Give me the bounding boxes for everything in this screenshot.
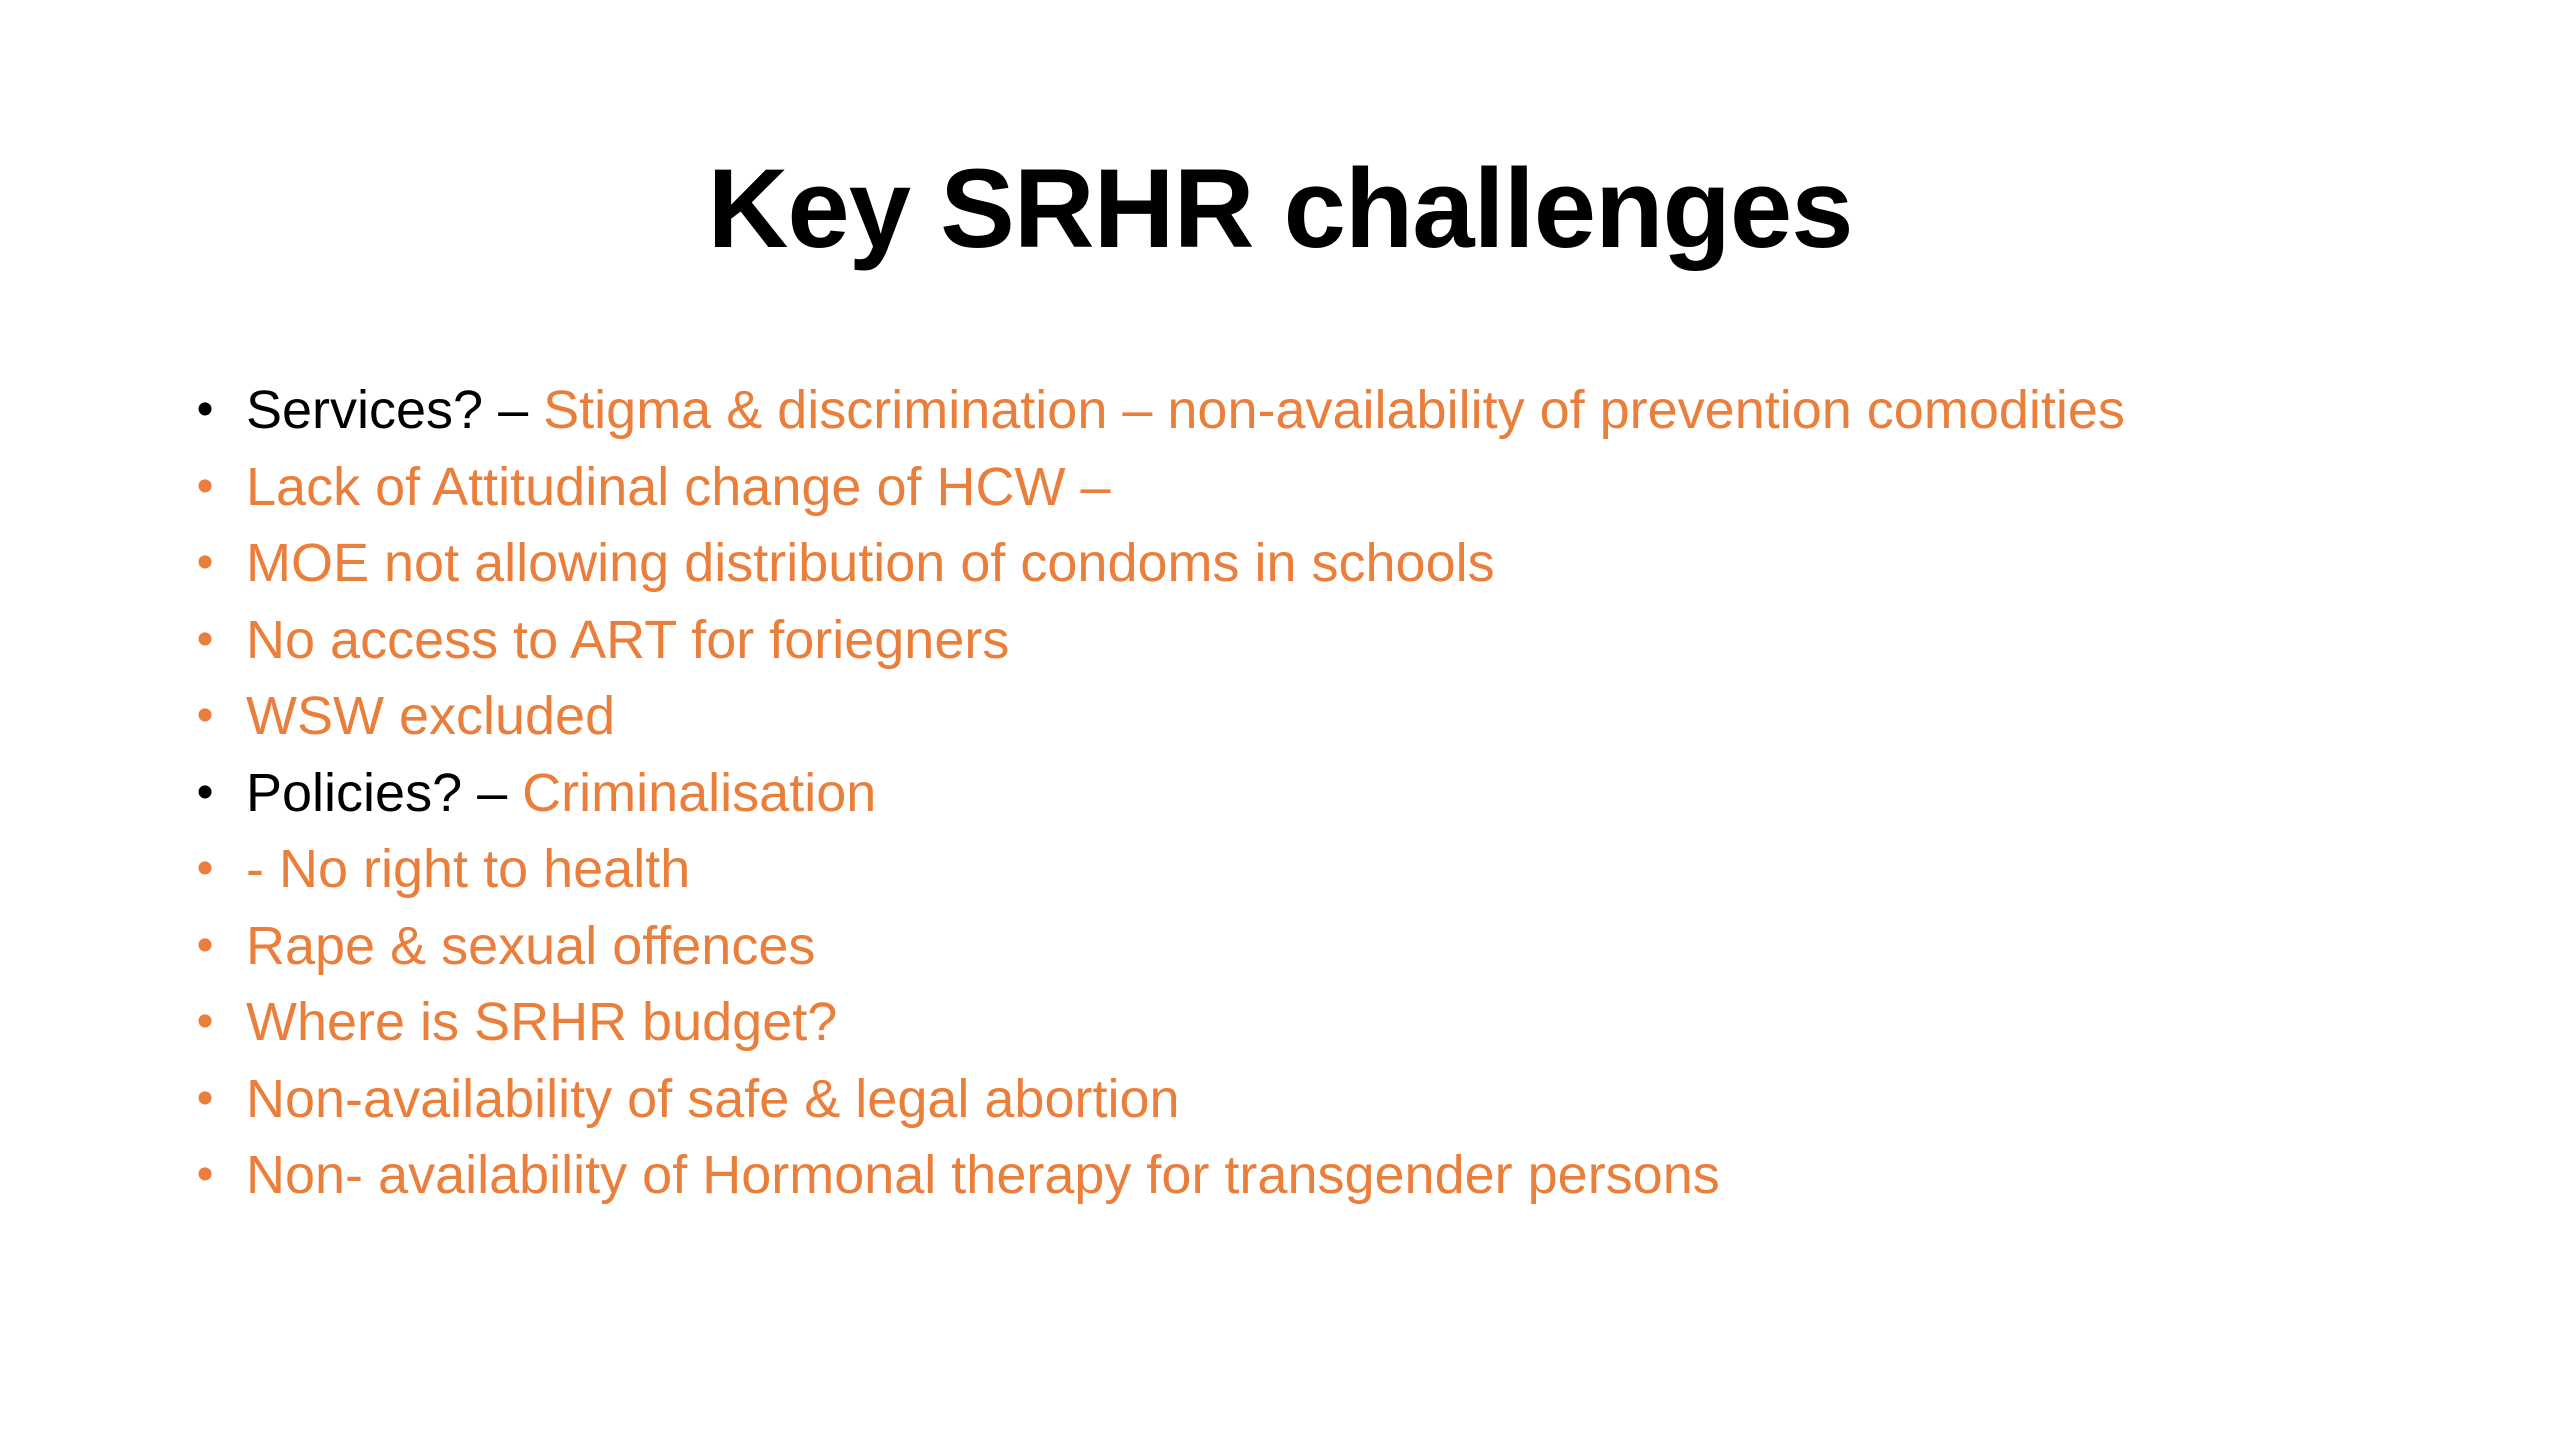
bullet-text: Rape & sexual offences <box>246 915 816 976</box>
bullet-dot-icon: • <box>196 459 214 513</box>
bullet-dot-icon: • <box>196 536 214 589</box>
bullet-dot-icon: • <box>196 995 214 1048</box>
bullet-item-hormonal-therapy <box>190 1137 2450 1214</box>
bullet-item-rape-offences <box>190 908 2450 985</box>
bullet-text: MOE not allowing distribution of condoms in schools <box>246 533 1495 593</box>
bullet-dot-icon: • <box>196 689 214 742</box>
bullet-text: Non- availability of Hormonal therapy for transgender persons <box>246 1145 1720 1205</box>
bullet-dot-icon: • <box>196 1148 214 1201</box>
bullet-text: WSW excluded <box>246 686 616 746</box>
bullet-item-right-to-health <box>190 831 2450 908</box>
bullet-dot-icon: • <box>196 842 214 895</box>
bullet-item-hcw-attitude <box>190 449 2450 526</box>
bullet-text: No access to ART for foriegners <box>246 609 1010 670</box>
bullet-text: Where is SRHR budget? <box>246 992 838 1052</box>
bullet-dot-icon: • <box>196 765 214 819</box>
bullet-item-services <box>190 372 2450 449</box>
slide-title: Key SRHR challenges <box>707 146 1853 271</box>
bullet-item-policies <box>190 755 2450 832</box>
bullet-item-budget <box>190 984 2450 1061</box>
bullet-dot-icon: • <box>196 612 214 666</box>
bullet-list <box>190 372 2450 1214</box>
bullet-dot-icon: • <box>196 1071 214 1125</box>
bullet-dot-icon: • <box>196 918 214 972</box>
bullet-dot-icon: • <box>196 383 214 436</box>
bullet-text: Non-availability of safe & legal abortion <box>246 1068 1180 1129</box>
bullet-item-abortion <box>190 1061 2450 1138</box>
bullet-text: - No right to health <box>246 839 691 899</box>
bullet-item-moe-condoms <box>190 525 2450 602</box>
bullet-text: Lack of Attitudinal change of HCW – <box>246 456 1111 517</box>
bullet-item-wsw <box>190 678 2450 755</box>
bullet-text: Criminalisation <box>522 762 877 823</box>
bullet-item-art-access <box>190 602 2450 679</box>
bullet-lead-text: Policies? – <box>246 762 523 823</box>
bullet-text: Stigma & discrimination – non-availability of prevention comodities <box>543 380 2125 440</box>
bullet-lead-text: Services? – <box>246 380 544 440</box>
